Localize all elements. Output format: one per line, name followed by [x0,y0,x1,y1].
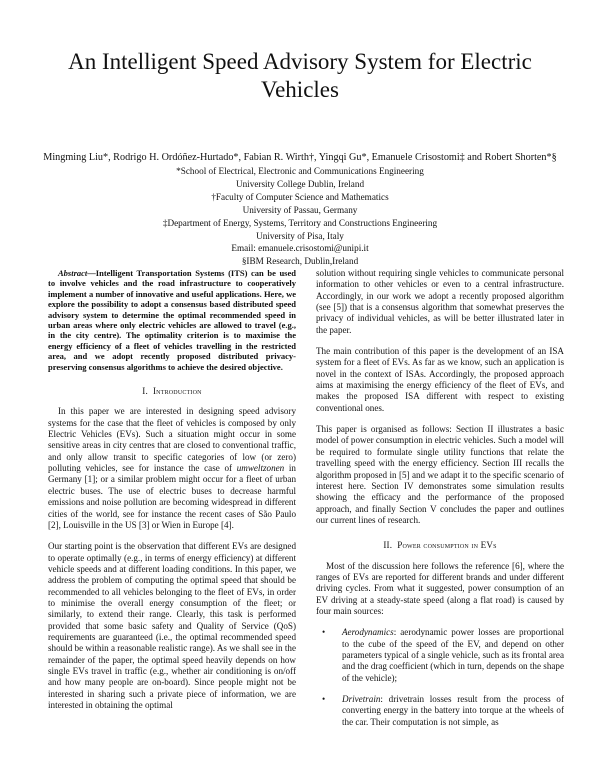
affiliation-line: University College Dublin, Ireland [235,178,365,189]
affiliation-line: *School of Electrical, Electronic and Communications Engineering [176,166,424,176]
affiliation-email: Email: emanuele.crisostomi@unipi.it [231,243,369,254]
bullet-mark: • [322,694,326,704]
affiliations [40,165,560,268]
abstract-label: Abstract [58,268,88,278]
affiliation-line: University of Pisa, Italy [256,230,344,241]
list-item: • Aerodynamics: aerodynamic power losses are proportional to the cube of the speed of the EV, and depend on other parameters typical of a single vehicle, such as its frontal area and the drag coefficient (which in turn, depends on the shape of the vehicle); [322,627,564,683]
right-column [316,268,564,738]
body-paragraph: The main contribution of this paper is the development of an ISA system for a fleet of EVs. As far as we know, such an application is novel in the context of ISAs. Accordingly, the proposed approach aims at maximising the energy efficiency of the fleet of EVs, and makes the proposed ISA different with respect to existing conventional ones. [316,346,564,413]
list-item: • Drivetrain: drivetrain losses result from the process of converting energy in the battery into torque at the wheels of the car. Their computation is not simple, as [322,694,564,727]
affiliation-line: University of Passau, Germany [242,204,358,215]
body-paragraph: solution without requiring single vehicles to communicate personal information to other vehicles or even to a central infrastructure. Accordingly, in our work we adopt a recently proposed algorithm (see [5]) that is a consensus algorithm that somewhat preserves the privacy of individual vehicles, as will be better illustrated later in the paper. [316,268,564,335]
bullet-mark: • [322,627,326,638]
body-paragraph: Most of the discussion here follows the reference [6], where the ranges of EVs are reported for different brands and under different driving cycles. From what it suggested, power consumption of an EV driving at a steady-state speed (along a flat road) is caused by four main sources: [316,560,564,616]
affiliation-line: ‡Department of Energy, Systems, Territory and Constructions Engineering [162,217,438,228]
section-heading-power-consumption: II. Power consumption in EVs [383,540,497,551]
abstract-text: —Intelligent Transportation Systems (ITS) can be used to involve vehicles and the road infrastructure to cooperatively implement a number of innovative and useful applications. Here, we explore the possibility to adopt a consensus based distributed speed advisory system to determine the optimal recommended speed in urban areas where only electric vehicles are allowed to travel (e.g., in the city centre). The optimality criterion is to maximise the energy efficiency of a fleet of vehicles travelling in the restricted area, and we adopt recently proposed distributed privacy-preserving consensus algorithms to achieve the desired objective. [48,268,296,372]
paper-title: An Intelligent Speed Advisory System for Electric Vehicles [68,49,532,102]
power-loss-list [316,627,564,728]
body-paragraph: This paper is organised as follows: Section II illustrates a basic model of power consumption in electric vehicles. Such a model will be required to formulate single utility functions that relate the travelling speed with the energy efficiency. Section III recalls the algorithm proposed in [5] and we adapt it to the specific scenario of interest here. Section IV demonstrates some simulation results showing the efficacy and the performance of the proposed approach, and finally Section V concludes the paper and outlines our current lines of research. [316,424,564,525]
section-heading-introduction: I. Introduction [142,386,202,397]
affiliation-line: †Faculty of Computer Science and Mathematics [211,191,389,202]
body-paragraph: In this paper we are interested in designing speed advisory systems for the case that the fleet of vehicles is composed by only Electric Vehicles (EVs). Such a situation might occur in some sensitive areas in city centres that are closed to conventional traffic, and only allow transit to specific categories of low (or zero) polluting vehicles, see for instance the case of umweltzonen in Germany [1]; or a similar problem might occur for a fleet of urban electric buses. The use of electric buses to decrease harmful emissions and noise pollution are becoming widespread in different cities of the world, see for instance the recent cases of São Paulo [2], Louisville in the US [3] or Wien in Europe [4]. [48,406,296,530]
left-column [48,268,296,721]
abstract [48,268,296,372]
affiliation-line: §IBM Research, Dublin,Ireland [241,256,359,267]
author-list: Mingming Liu*, Rodrigo H. Ordóñez-Hurtado*, Fabian R. Wirth†, Yingqi Gu*, Emanuele Crisostomi‡ and Robert Shorten*§ [43,152,557,163]
body-paragraph: Our starting point is the observation that different EVs are designed to operate optimally (e.g., in terms of energy efficiency) at different vehicle speeds and at different loading conditions. In this paper, we address the problem of computing the optimal speed that should be recommended to all vehicles belonging to the fleet of EVs, in order to minimise the overall energy consumption of the fleet; or similarly, to extend their range. Clearly, this task is performed provided that some basic safety and Quality of Service (QoS) requirements are guaranteed (i.e., the optimal recommended speed should be within a reasonable realistic range). As we shall see in the remainder of the paper, the optimal speed heavily depends on how single EVs travel in traffic (e.g., whether air conditioning is on/off and how many people are on-board). Since people might not be interested in sharing such a private piece of information, we are interested in obtaining the optimal [48,541,296,710]
